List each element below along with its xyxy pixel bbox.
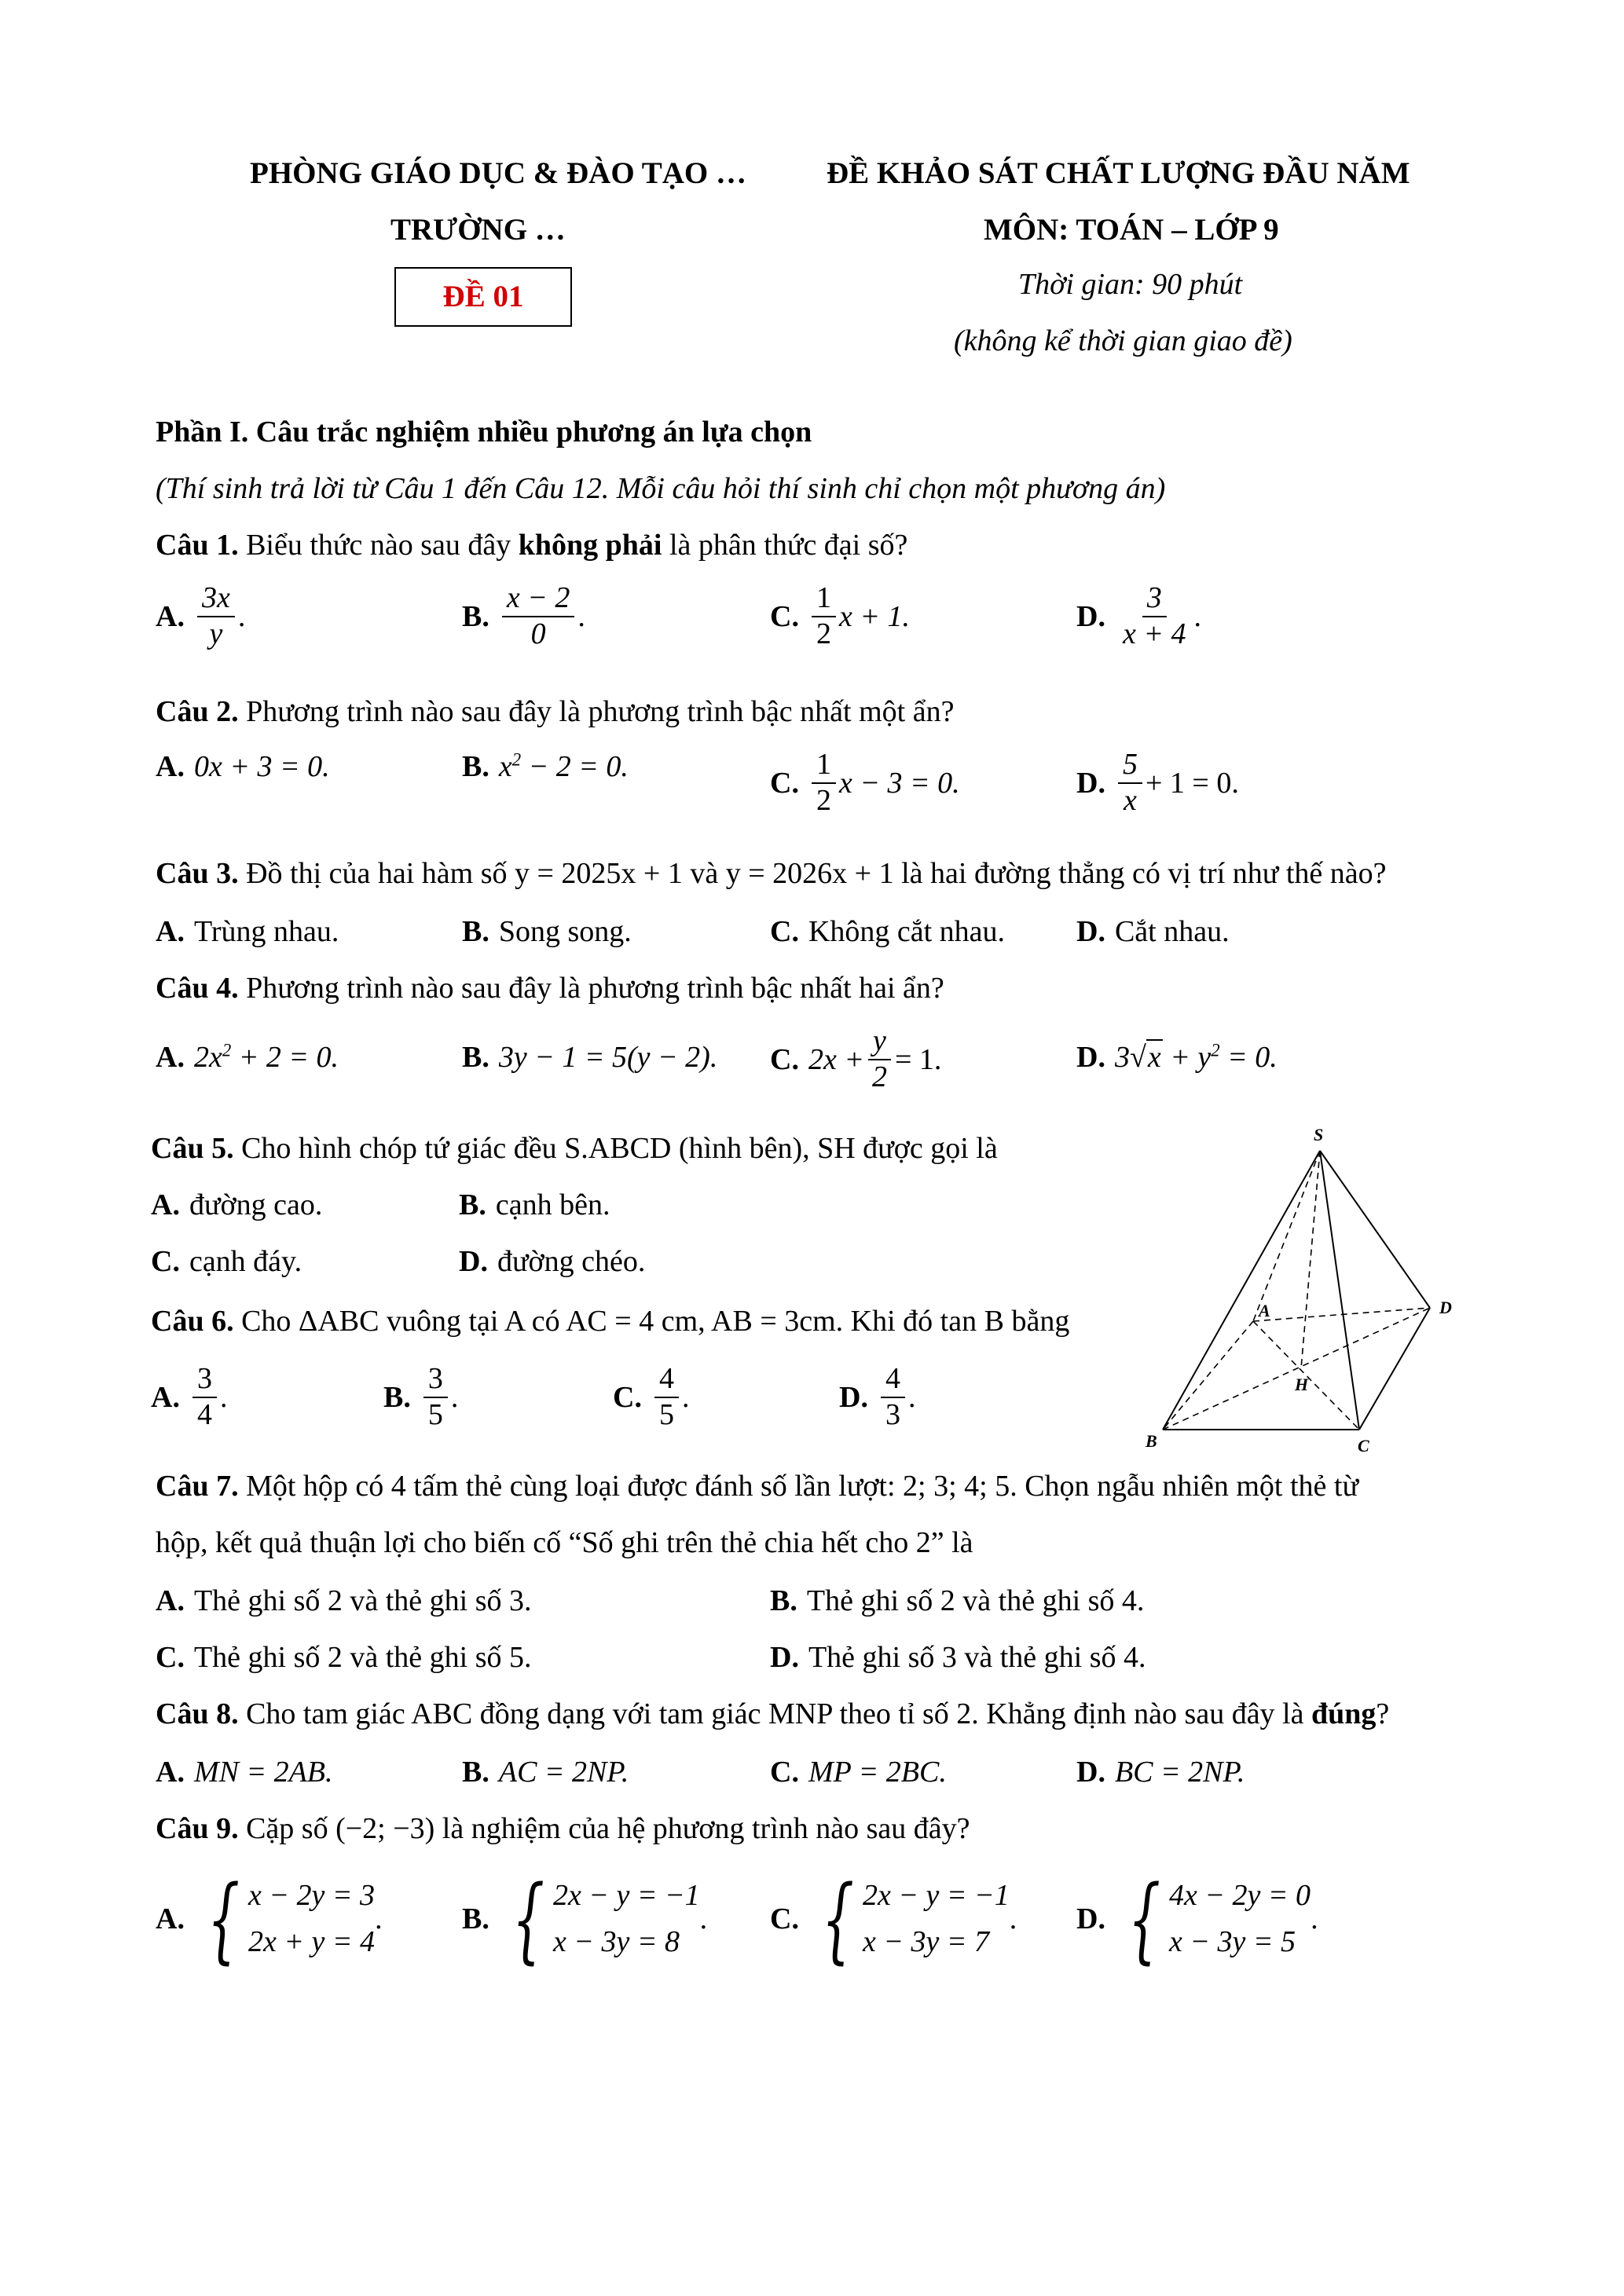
- vertex-label-S: S: [1314, 1125, 1324, 1144]
- option-label: A.: [156, 1041, 185, 1074]
- option-text: cạnh đáy.: [189, 1245, 302, 1278]
- q4-option-c[interactable]: [770, 1026, 941, 1093]
- q9-option-d[interactable]: D. { 4x − 2y = 0 x − 3y = 5 .: [1076, 1865, 1318, 1973]
- question-number: Câu 5.: [151, 1132, 234, 1165]
- option-label: A.: [156, 915, 185, 948]
- question-2: [156, 694, 954, 729]
- q4-option-d[interactable]: [1076, 1040, 1278, 1075]
- option-label: C.: [613, 1380, 642, 1414]
- question-5: [151, 1131, 998, 1166]
- equation-system: { 2x − y = −1 x − 3y = 7: [821, 1865, 1010, 1973]
- option-label: D.: [770, 1641, 799, 1674]
- exam-code-box: [394, 267, 572, 327]
- option-label: B.: [462, 1756, 489, 1789]
- q3-option-a[interactable]: [156, 914, 339, 949]
- fraction: $\frac{3}{4}$: [192, 1364, 217, 1431]
- option-label: C.: [770, 766, 799, 800]
- question-number: Câu 9.: [156, 1812, 239, 1845]
- q3-option-b[interactable]: [462, 914, 632, 949]
- question-number: Câu 7.: [156, 1470, 239, 1503]
- equation-system: { 2x − y = −1 x − 3y = 8: [511, 1865, 700, 1973]
- edge-AB: [1163, 1321, 1253, 1430]
- exam-duration-note: (không kể thời gian giao đề): [954, 324, 1292, 357]
- question-number: Câu 2.: [156, 695, 239, 728]
- question-number: Câu 4.: [156, 972, 239, 1005]
- vertex-label-H: H: [1295, 1375, 1309, 1394]
- exam-code: ĐỀ 01: [442, 280, 524, 313]
- q5-option-b[interactable]: [459, 1188, 610, 1222]
- fraction: $\frac{5}{x}$: [1118, 749, 1142, 817]
- expression: = 1.: [894, 1042, 942, 1076]
- expression: 3y − 1 = 5(y − 2).: [498, 1041, 718, 1074]
- school-name: TRƯỜNG …: [390, 213, 566, 247]
- option-label: D.: [1076, 599, 1105, 633]
- option-label: D.: [839, 1380, 868, 1414]
- option-text: Không cắt nhau.: [808, 915, 1006, 948]
- option-text: đường chéo.: [497, 1245, 646, 1278]
- option-label: C.: [156, 1641, 185, 1674]
- option-label: D.: [1076, 766, 1105, 800]
- q4-option-a[interactable]: [156, 1040, 339, 1075]
- question-text: Phương trình nào sau đây là phương trình bậc nhất hai ẩn?: [238, 972, 944, 1005]
- q9-option-a[interactable]: A. { x − 2y = 3 2x + y = 4 .: [156, 1865, 383, 1973]
- expression: 2x +: [808, 1042, 864, 1076]
- q9-option-c[interactable]: C. { 2x − y = −1 x − 3y = 7 .: [770, 1865, 1017, 1973]
- section-title: Phần I. Câu trắc nghiệm nhiều phương án lựa chọn: [156, 416, 812, 449]
- emphasis: không phải: [518, 529, 662, 562]
- question-text: Cặp số (−2; −3) là nghiệm của hệ phương trình nào sau đây?: [238, 1812, 970, 1845]
- expression: $x^2 - 2 = 0$.: [498, 749, 629, 783]
- exam-duration: Thời gian: 90 phút: [1018, 268, 1243, 301]
- question-text: Phương trình nào sau đây là phương trình bậc nhất một ẩn?: [238, 695, 955, 728]
- q4-option-b[interactable]: [462, 1040, 717, 1075]
- option-label: A.: [156, 599, 185, 633]
- fraction: $\frac{1}{2}$: [812, 749, 836, 817]
- option-label: A.: [151, 1380, 180, 1414]
- question-text: Một hộp có 4 tấm thẻ cùng loại được đánh số lần lượt: 2; 3; 4; 5. Chọn ngẫu nhiên một thẻ từ: [238, 1470, 1359, 1503]
- option-label: A.: [156, 750, 185, 783]
- option-label: A.: [151, 1188, 180, 1221]
- question-text: ?: [1376, 1697, 1390, 1730]
- option-label: B.: [770, 1584, 797, 1617]
- pyramid-figure: [1139, 1115, 1485, 1461]
- diagonal-BD: [1163, 1308, 1430, 1430]
- option-label: B.: [459, 1188, 486, 1221]
- q8-option-b[interactable]: [462, 1755, 629, 1789]
- q2-option-d[interactable]: [1076, 749, 1239, 817]
- option-label: C.: [770, 1902, 799, 1935]
- option-text: Song song.: [498, 915, 632, 948]
- expression: x + 1.: [838, 599, 910, 633]
- edge-AD: [1253, 1308, 1430, 1321]
- q3-option-d[interactable]: [1076, 914, 1230, 949]
- option-label: C.: [770, 1756, 799, 1789]
- option-text: đường cao.: [189, 1188, 323, 1221]
- question-8: [156, 1697, 1389, 1731]
- q2-option-a[interactable]: [156, 749, 330, 784]
- q3-option-c[interactable]: [770, 914, 1005, 949]
- expression: $3√x + y^2 = 0$.: [1114, 1040, 1278, 1074]
- exam-title: ĐỀ KHẢO SÁT CHẤT LƯỢNG ĐẦU NĂM: [827, 156, 1410, 190]
- question-3: [156, 856, 1387, 891]
- expression: BC = 2NP.: [1114, 1756, 1245, 1789]
- question-text: Biểu thức nào sau đây: [238, 529, 519, 562]
- q2-option-c[interactable]: [770, 749, 960, 817]
- q5-option-a[interactable]: [151, 1188, 322, 1222]
- q5-option-c[interactable]: [151, 1244, 302, 1279]
- vertex-label-A: A: [1259, 1301, 1270, 1320]
- q2-option-b[interactable]: [462, 749, 629, 784]
- question-text: Cho hình chóp tứ giác đều S.ABCD (hình bên), SH được gọi là: [233, 1132, 998, 1165]
- option-label: C.: [151, 1245, 180, 1278]
- question-text: Đồ thị của hai hàm số y = 2025x + 1 và y = 2026x + 1 là hai đường thẳng có vị trí như thế nào?: [238, 857, 1387, 890]
- option-label: D.: [1076, 915, 1105, 948]
- subject-line: MÔN: TOÁN – LỚP 9: [984, 213, 1279, 247]
- question-7: [156, 1469, 1358, 1503]
- question-9: [156, 1811, 970, 1846]
- height-SH: [1301, 1151, 1320, 1368]
- option-label: B.: [462, 599, 489, 633]
- fraction: $\frac{1}{2}$: [812, 583, 836, 650]
- fraction: $\frac{4}{3}$: [881, 1364, 905, 1431]
- q7-option-b[interactable]: [770, 1584, 1144, 1618]
- vertex-label-D: D: [1439, 1298, 1452, 1317]
- option-label: A.: [156, 1756, 185, 1789]
- q5-option-d[interactable]: [459, 1244, 645, 1279]
- emphasis: đúng: [1311, 1697, 1377, 1730]
- option-text: Trùng nhau.: [193, 915, 339, 948]
- q8-option-d[interactable]: [1076, 1755, 1245, 1789]
- question-text: Cho ΔABC vuông tại A có AC = 4 cm, AB = 3cm. Khi đó tan B bằng: [233, 1305, 1070, 1338]
- q6-option-a[interactable]: A. $\frac{3}{4}$ .: [151, 1362, 228, 1431]
- q1-option-d[interactable]: D. $\frac{3}{x + 4}$ .: [1076, 581, 1201, 650]
- option-label: D.: [1076, 1041, 1105, 1074]
- option-label: D.: [459, 1245, 488, 1278]
- fraction: $\frac{3}{5}$: [423, 1364, 448, 1431]
- expression: 0x + 3 = 0.: [193, 750, 330, 783]
- question-text: Cho tam giác ABC đồng dạng với tam giác MNP theo tỉ số 2. Khẳng định nào sau đây là: [238, 1697, 1311, 1730]
- question-4: [156, 971, 944, 1005]
- question-number: Câu 1.: [156, 529, 239, 562]
- option-text: Thẻ ghi số 2 và thẻ ghi số 5.: [193, 1641, 532, 1674]
- q8-option-a[interactable]: [156, 1755, 333, 1789]
- question-7-continued: hộp, kết quả thuận lợi cho biến cố “Số ghi trên thẻ chia hết cho 2” là: [156, 1526, 973, 1559]
- fraction: $\frac{3}{x + 4}$: [1122, 581, 1186, 650]
- q1-option-b[interactable]: B. $\frac{x - 2}{0}$ .: [462, 581, 585, 650]
- section-instruction: (Thí sinh trả lời từ Câu 1 đến Câu 12. Mỗi câu hỏi thí sinh chỉ chọn một phương án): [156, 472, 1166, 505]
- q6-option-b[interactable]: B. $\frac{3}{5}$ .: [383, 1362, 459, 1431]
- question-6: [151, 1304, 1069, 1338]
- expression: x − 3 = 0.: [838, 766, 960, 800]
- q7-option-d[interactable]: [770, 1640, 1146, 1675]
- q9-option-b[interactable]: B. { 2x − y = −1 x − 3y = 8 .: [462, 1865, 708, 1973]
- fraction: $\frac{4}{5}$: [654, 1364, 679, 1431]
- q6-option-c[interactable]: C. $\frac{4}{5}$ .: [613, 1362, 690, 1431]
- vertex-label-B: B: [1146, 1431, 1157, 1451]
- edge-CD: [1359, 1308, 1430, 1430]
- expression: $2x^2 + 2 = 0$.: [193, 1040, 339, 1074]
- equation-system: { x − 2y = 3 2x + y = 4: [207, 1865, 376, 1973]
- edge-SD: [1320, 1151, 1430, 1308]
- option-text: cạnh bên.: [495, 1188, 610, 1221]
- fraction: $\frac{3x}{y}$: [197, 583, 235, 650]
- expression: + 1 = 0.: [1145, 766, 1239, 800]
- q6-option-d[interactable]: D. $\frac{4}{3}$ .: [839, 1362, 916, 1431]
- department-name: PHÒNG GIÁO DỤC & ĐÀO TẠO …: [250, 156, 746, 190]
- option-text: Thẻ ghi số 2 và thẻ ghi số 4.: [806, 1584, 1145, 1617]
- question-number: Câu 6.: [151, 1305, 234, 1338]
- question-number: Câu 8.: [156, 1697, 239, 1730]
- question-number: Câu 3.: [156, 857, 239, 890]
- option-text: Thẻ ghi số 2 và thẻ ghi số 3.: [193, 1584, 532, 1617]
- question-text: là phân thức đại số?: [662, 529, 908, 562]
- expression: MP = 2BC.: [808, 1756, 947, 1789]
- option-label: D.: [1076, 1756, 1105, 1789]
- option-label: B.: [462, 1041, 489, 1074]
- q7-option-c[interactable]: [156, 1640, 532, 1675]
- q1-option-c[interactable]: [770, 583, 910, 650]
- expression: AC = 2NP.: [498, 1756, 629, 1789]
- vertex-label-C: C: [1358, 1436, 1369, 1456]
- equation-system: { 4x − 2y = 0 x − 3y = 5: [1127, 1865, 1311, 1973]
- option-label: B.: [383, 1380, 411, 1414]
- fraction: $\frac{y}{2}$: [867, 1026, 892, 1093]
- option-label: B.: [462, 915, 489, 948]
- q7-option-a[interactable]: [156, 1584, 532, 1618]
- question-1: [156, 528, 907, 562]
- option-label: B.: [462, 750, 489, 783]
- expression: MN = 2AB.: [193, 1756, 333, 1789]
- q1-option-a[interactable]: A. $\frac{3x}{y}$ .: [156, 581, 246, 650]
- option-label: C.: [770, 915, 799, 948]
- option-label: B.: [462, 1902, 489, 1935]
- q8-option-c[interactable]: [770, 1755, 947, 1789]
- fraction: $\frac{x - 2}{0}$: [502, 583, 575, 650]
- option-label: C.: [770, 1042, 799, 1076]
- edge-SC: [1320, 1151, 1359, 1430]
- option-label: A.: [156, 1584, 185, 1617]
- option-label: C.: [770, 599, 799, 633]
- option-text: Cắt nhau.: [1114, 915, 1230, 948]
- edge-SA: [1253, 1151, 1320, 1321]
- option-label: D.: [1076, 1902, 1105, 1935]
- option-label: A.: [156, 1902, 185, 1935]
- option-text: Thẻ ghi số 3 và thẻ ghi số 4.: [808, 1641, 1146, 1674]
